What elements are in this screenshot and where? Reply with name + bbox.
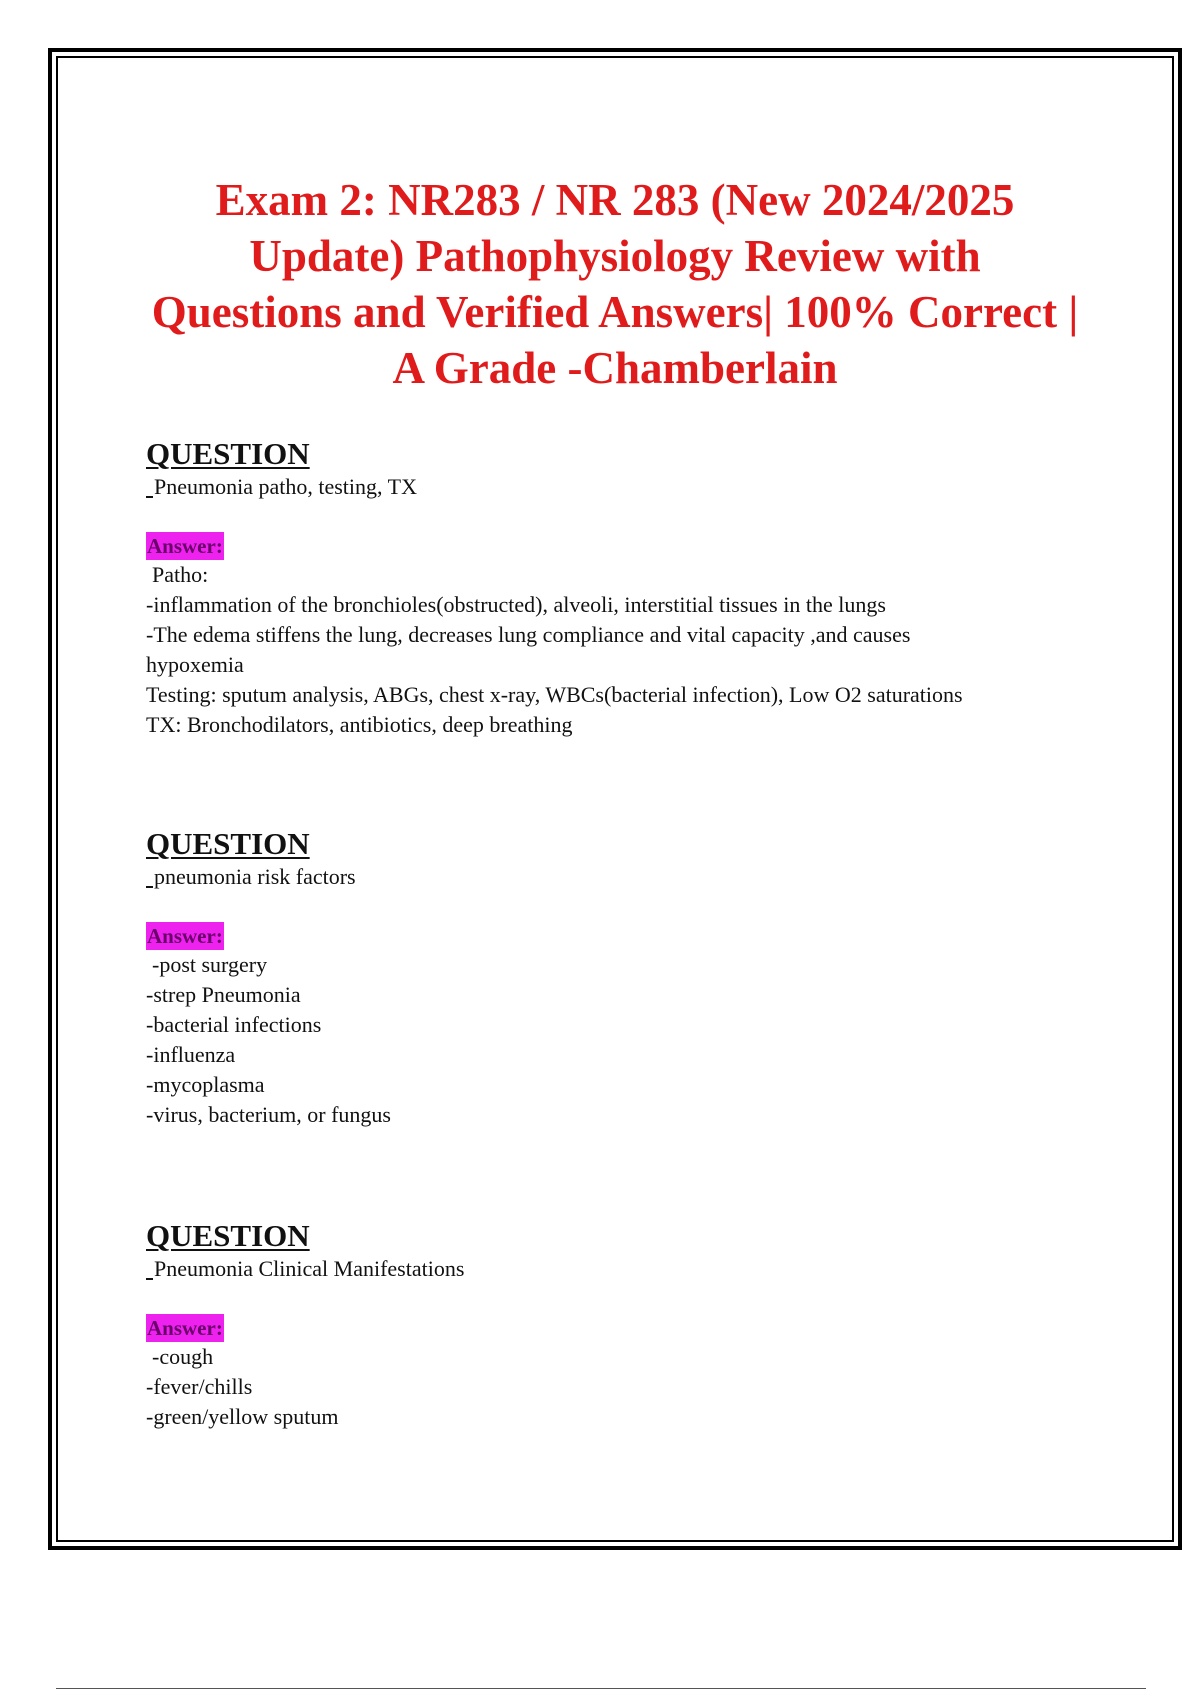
answer-line: -inflammation of the bronchioles(obstructed), alveoli, interstitial tissues in the lungs — [146, 592, 886, 617]
answer-line: -virus, bacterium, or fungus — [146, 1102, 391, 1127]
answer-label: Answer: — [147, 924, 223, 948]
answer-lines — [146, 950, 1066, 1130]
answer-line: -cough — [152, 1344, 214, 1369]
answer-lines — [146, 1342, 1066, 1432]
question-text: Pneumonia patho, testing, TX — [146, 472, 1066, 502]
answer-line: -influenza — [146, 1042, 236, 1067]
question-text: Pneumonia Clinical Manifestations — [146, 1254, 1066, 1284]
answer-line: Testing: sputum analysis, ABGs, chest x-ray, WBCs(bacterial infection), Low O2 saturations — [146, 682, 963, 707]
answer-label: Answer: — [147, 534, 223, 558]
document-title: Exam 2: NR283 / NR 283 (New 2024/2025 Update) Pathophysiology Review with Questions and Verified Answers| 100% Correct | A Grade -Chamberlain — [151, 175, 1079, 394]
answer-line: -fever/chills — [146, 1374, 253, 1399]
answer-line: TX: Bronchodilators, antibiotics, deep breathing — [146, 712, 573, 737]
qa-block-2 — [146, 826, 1066, 1130]
qa-block-3 — [146, 1218, 1066, 1432]
answer-line: Patho: — [152, 562, 209, 587]
question-heading: QUESTION — [146, 1218, 310, 1253]
answer-label: Answer: — [147, 1316, 223, 1340]
answer-line: -The edema stiffens the lung, decreases lung compliance and vital capacity ,and causes — [146, 622, 911, 647]
qa-block-1 — [146, 436, 1066, 740]
question-text: pneumonia risk factors — [146, 862, 1066, 892]
answer-lines — [146, 560, 1066, 740]
answer-line: -post surgery — [152, 952, 268, 977]
answer-line: -bacterial infections — [146, 1012, 322, 1037]
answer-line: -strep Pneumonia — [146, 982, 301, 1007]
answer-line: -green/yellow sputum — [146, 1404, 339, 1429]
question-heading: QUESTION — [146, 436, 310, 471]
answer-line: -mycoplasma — [146, 1072, 265, 1097]
footer-divider — [56, 1688, 1146, 1689]
question-heading: QUESTION — [146, 826, 310, 861]
answer-line: hypoxemia — [146, 652, 244, 677]
